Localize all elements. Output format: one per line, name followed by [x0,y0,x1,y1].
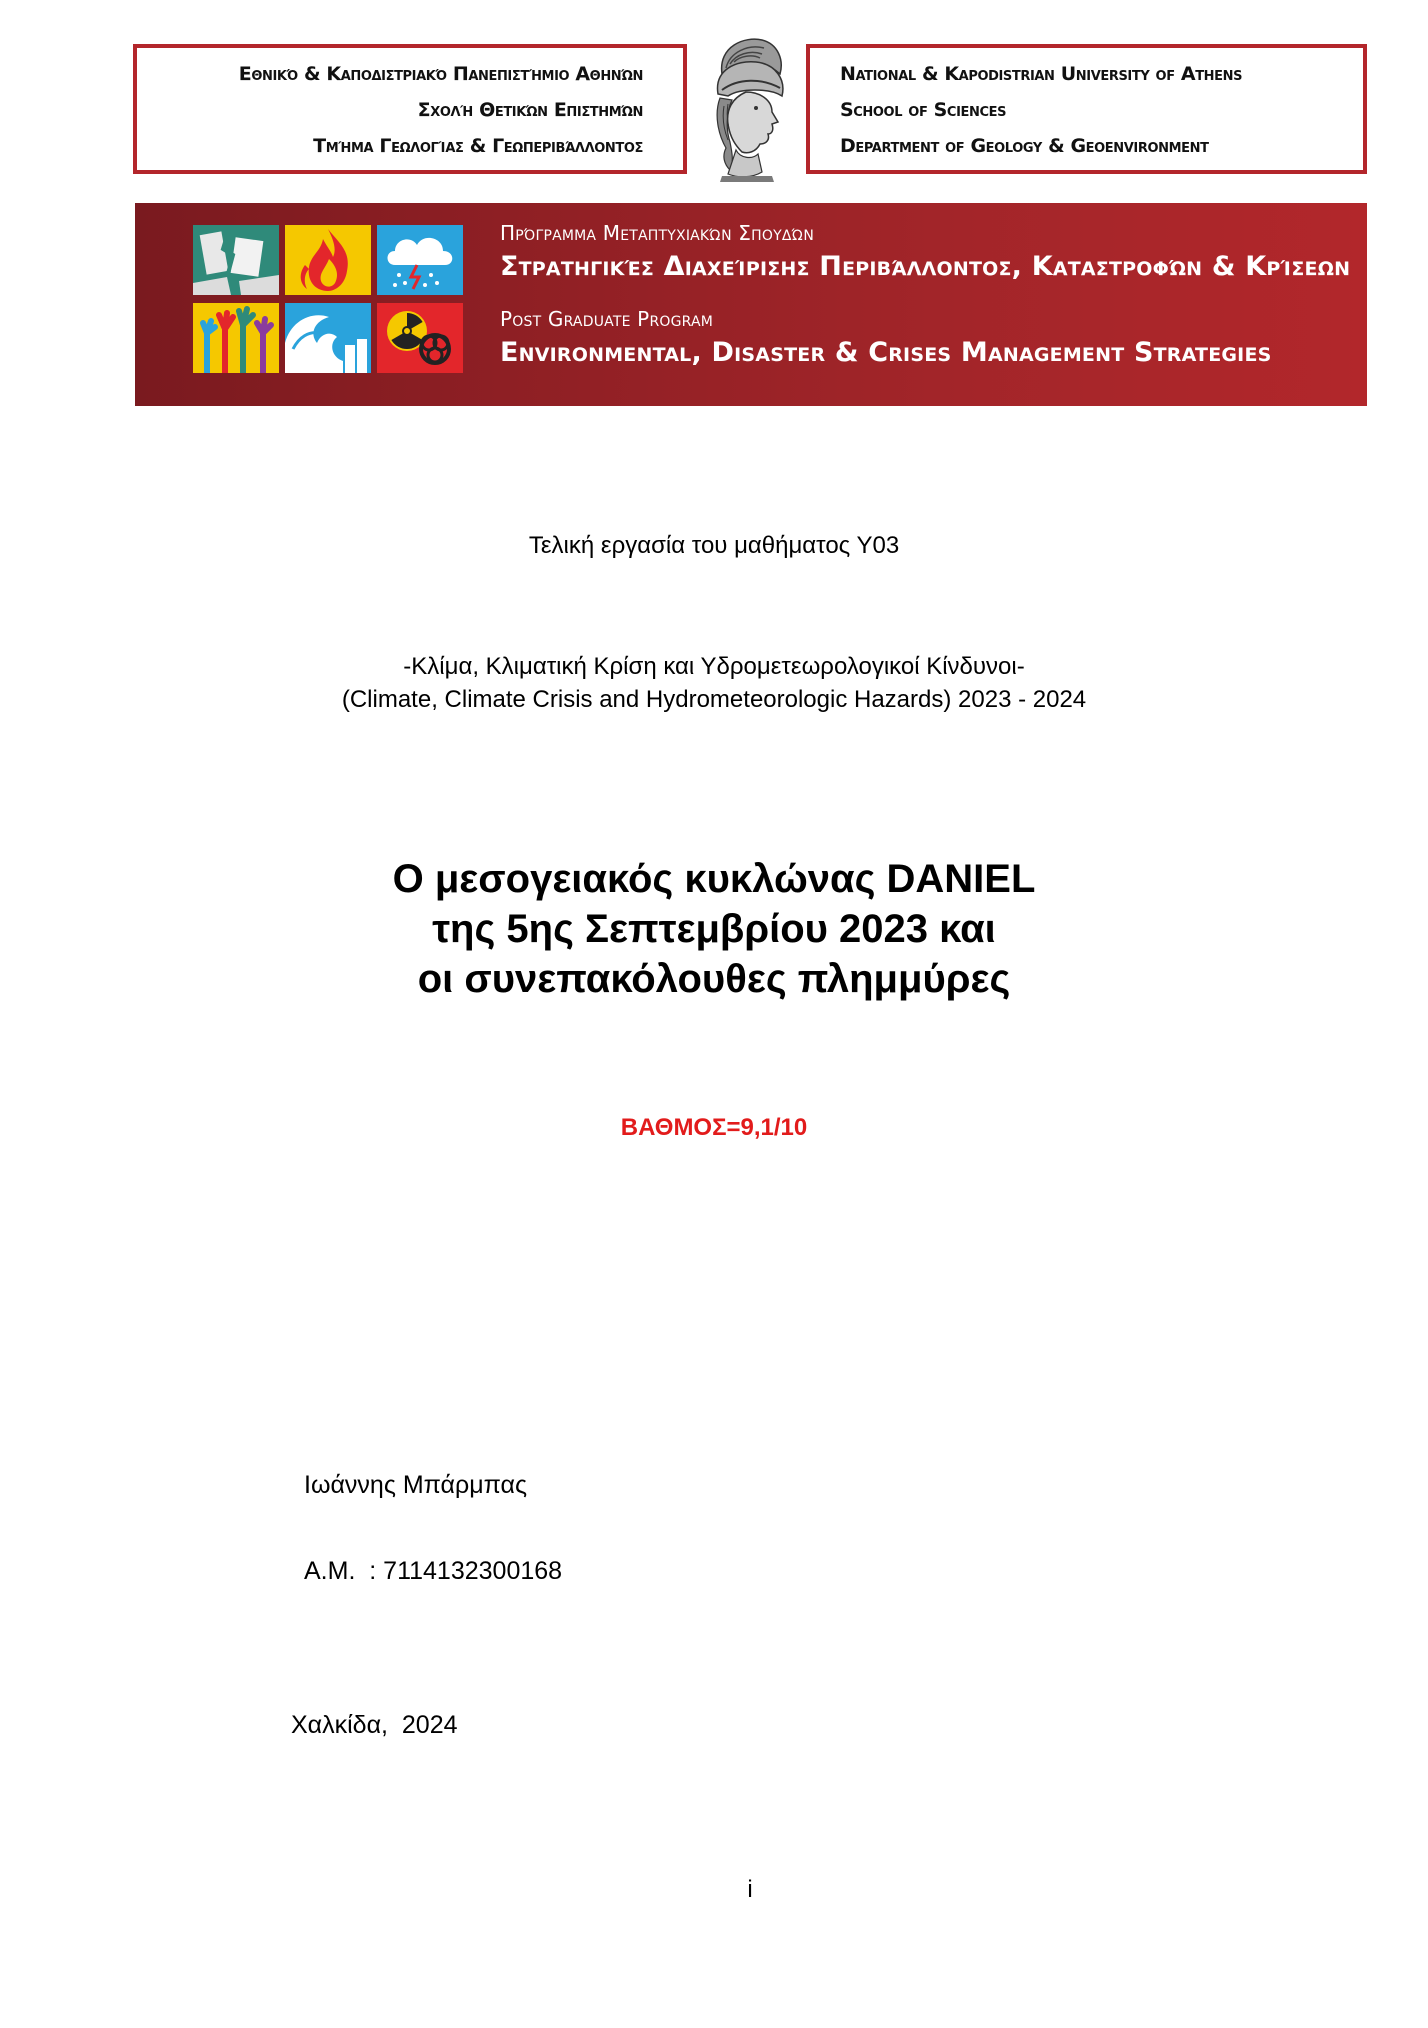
raised-hands-icon [193,303,279,373]
grade-label: ΒΑΘΜΟΣ=9,1/10 [620,1114,808,1141]
place-year: Χαλκίδα, 2024 [291,1711,458,1739]
program-label-english: Post Graduate Program [500,307,714,331]
university-name-greek: Εθνικό & Καποδιστριακό Πανεπιστήμιο Αθηνών [238,63,643,85]
document-title [0,854,1428,1004]
university-name-english: National & Kapodistrian University of Athens [840,63,1243,85]
athena-head-icon [700,34,796,184]
course-title-english: (Climate, Climate Crisis and Hydrometeorologic Hazards) 2023 - 2024 [341,686,1087,713]
earthquake-icon [193,225,279,295]
radiation-biohazard-icon [377,303,463,373]
school-name-english: School of Sciences [840,99,1007,121]
school-name-greek: Σχολή Θετικών Επιστημών [417,99,643,121]
course-title-greek: -Κλίμα, Κλιματική Κρίση και Υδρομετεωρολογικοί Κίνδυνοι- [403,653,1025,680]
tsunami-icon [285,303,371,373]
university-english-lines [840,62,1242,158]
page-number: i [747,1876,753,1903]
university-greek-box [133,44,687,174]
title-line-2: της 5ης Σεπτεμβρίου 2023 και [432,907,996,951]
course-line: Τελική εργασία του μαθήματος Υ03 [528,532,900,559]
university-english-box [806,44,1367,174]
program-title-greek: Στρατηγικές Διαχείρισης Περιβάλλοντος, Καταστροφών & Κρίσεων [500,251,1351,282]
program-title-english: Environmental, Disaster & Crises Management Strategies [500,337,1272,368]
title-line-1: Ο μεσογειακός κυκλώνας DANIEL [392,857,1036,901]
fire-icon [285,225,371,295]
university-greek-lines [239,62,643,158]
department-name-greek: Τμήμα Γεωλογίας & Γεωπεριβάλλοντος [313,135,643,157]
student-id: Α.Μ. : 7114132300168 [304,1557,563,1585]
department-name-english: Department of Geology & Geoenvironment [840,135,1209,157]
storm-cloud-icon [377,225,463,295]
program-label-greek: Πρόγραμμα Μεταπτυχιακών Σπουδών [500,221,815,245]
title-line-3: οι συνεπακόλουθες πλημμύρες [417,957,1011,1001]
program-banner [135,203,1367,406]
author-name: Ιωάννης Μπάρμπας [304,1471,528,1499]
